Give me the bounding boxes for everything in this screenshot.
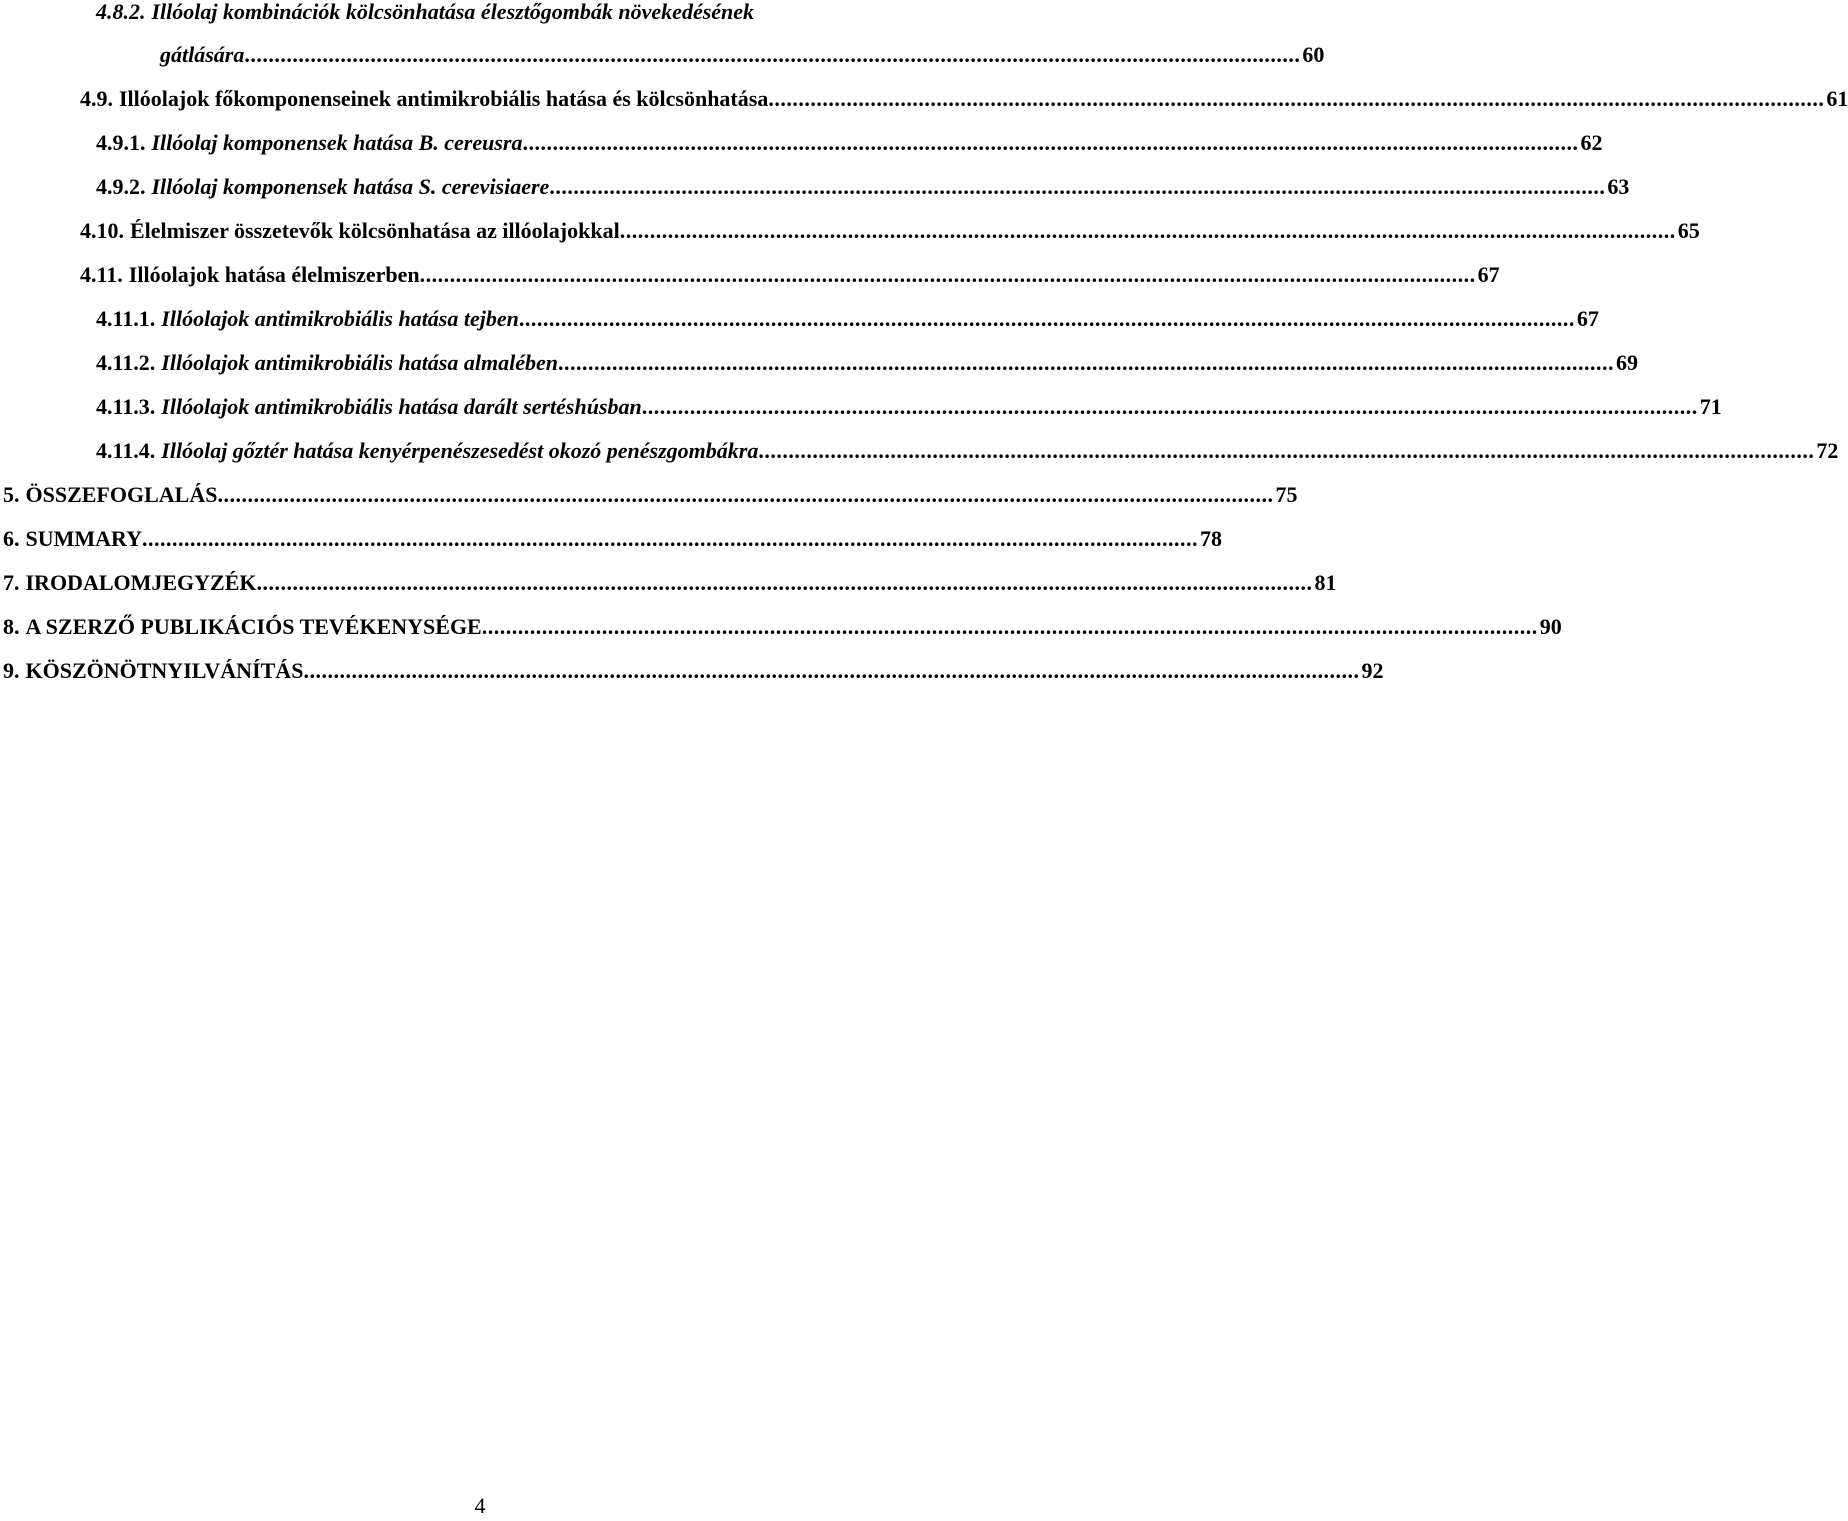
toc-entry-title: Élelmiszer összetevők kölcsönhatása az illóolajokkal	[130, 218, 620, 243]
toc-leader-dots: ................................................................................................................................................................................	[217, 482, 1274, 507]
toc-entry-4-8-2-line1[interactable]	[96, 0, 754, 27]
toc-page-number: 67	[1477, 262, 1500, 287]
toc-entry-title: Illóolajok hatása élelmiszerben	[128, 262, 420, 287]
toc-entry-title: IRODALOMJEGYZÉK	[25, 570, 257, 595]
toc-entry-4-9-1[interactable]	[96, 128, 1603, 172]
toc-entry-number: 4.10.	[80, 218, 124, 243]
toc-entry-title: A SZERZŐ PUBLIKÁCIÓS TEVÉKENYSÉGE	[25, 614, 482, 639]
toc-entry-title: Illóolaj komponensek hatása B. cereusra	[151, 130, 523, 155]
toc-entry-number: 4.9.	[80, 86, 113, 111]
toc-leader-dots: ................................................................................................................................................................................	[549, 174, 1606, 199]
toc-entry-title: SUMMARY	[25, 526, 143, 551]
toc-entry-4-9-2[interactable]	[96, 172, 1630, 216]
toc-entry-number: 8.	[3, 614, 20, 639]
toc-leader-dots: ................................................................................................................................................................................	[758, 438, 1815, 463]
toc-entry-number: 4.9.2.	[96, 174, 146, 199]
toc-entry-number: 4.8.2.	[96, 0, 146, 24]
toc-entry-4-11-1[interactable]	[96, 304, 1599, 348]
toc-leader-dots: ................................................................................................................................................................................	[303, 658, 1360, 683]
toc-entry-title: KÖSZÖNÖTNYILVÁNÍTÁS	[25, 658, 304, 683]
toc-entry-number: 4.11.1.	[96, 306, 156, 331]
toc-entry-title: Illóolajok antimikrobiális hatása almalében	[161, 350, 558, 375]
toc-page-number: 75	[1275, 482, 1298, 507]
toc-entry-5[interactable]	[3, 480, 1298, 524]
toc-entry-number: 4.9.1.	[96, 130, 146, 155]
toc-entry-4-10[interactable]	[80, 216, 1700, 260]
toc-page-number: 78	[1200, 526, 1223, 551]
toc-entry-title: Illóolaj komponensek hatása S. cerevisiaere	[151, 174, 550, 199]
toc-entry-title: Illóolajok antimikrobiális hatása tejben	[161, 306, 519, 331]
toc-leader-dots: ................................................................................................................................................................................	[481, 614, 1538, 639]
toc-entry-title: Illóolaj kombinációk kölcsönhatása élesztőgombák növekedésének	[151, 0, 755, 24]
toc-entry-title: ÖSSZEFOGLALÁS	[25, 482, 218, 507]
toc-entry-number: 4.11.3.	[96, 394, 156, 419]
toc-entry-number: 4.11.	[80, 262, 123, 287]
toc-leader-dots: ................................................................................................................................................................................	[518, 306, 1575, 331]
toc-entry-4-11-4[interactable]	[96, 436, 1839, 480]
toc-entry-4-9[interactable]	[80, 84, 1848, 128]
toc-entry-4-11-2[interactable]	[96, 348, 1638, 392]
toc-leader-dots: ................................................................................................................................................................................	[256, 570, 1313, 595]
toc-leader-dots: ................................................................................................................................................................................	[768, 86, 1825, 111]
page-footer-number: 4	[474, 1493, 486, 1518]
toc-entry-number: 6.	[3, 526, 20, 551]
toc-entry-6[interactable]	[3, 524, 1223, 568]
toc-entry-4-11-3[interactable]	[96, 392, 1722, 436]
toc-page-number: 67	[1576, 306, 1599, 331]
toc-page-number: 72	[1816, 438, 1839, 463]
toc-entry-number: 4.11.4.	[96, 438, 156, 463]
toc-entry-number: 5.	[3, 482, 20, 507]
toc-page-number: 62	[1580, 130, 1603, 155]
toc-entry-title: Illóolajok főkomponenseinek antimikrobiális hatása és kölcsönhatása	[119, 86, 769, 111]
toc-leader-dots: ................................................................................................................................................................................	[619, 218, 1676, 243]
toc-page-number: 60	[1302, 42, 1325, 67]
toc-entry-title: Illóolajok antimikrobiális hatása darált sertéshúsban	[161, 394, 642, 419]
toc-leader-dots: ................................................................................................................................................................................	[142, 526, 1199, 551]
toc-entry-number: 7.	[3, 570, 20, 595]
toc-leader-dots: ................................................................................................................................................................................	[641, 394, 1698, 419]
toc-leader-dots: ................................................................................................................................................................................	[244, 42, 1301, 67]
toc-page-number: 65	[1677, 218, 1700, 243]
toc-page-number: 61	[1826, 86, 1848, 111]
toc-entry-number: 9.	[3, 658, 20, 683]
toc-entry-7[interactable]	[3, 568, 1337, 612]
toc-page-number: 81	[1314, 570, 1337, 595]
toc-entry-4-8-2-line2[interactable]	[160, 40, 1325, 84]
toc-leader-dots: ................................................................................................................................................................................	[557, 350, 1614, 375]
toc-entry-title: gátlására	[160, 42, 245, 67]
toc-leader-dots: ................................................................................................................................................................................	[522, 130, 1579, 155]
toc-page-number: 63	[1607, 174, 1630, 199]
toc-leader-dots: ................................................................................................................................................................................	[419, 262, 1476, 287]
toc-page-number: 69	[1615, 350, 1638, 375]
toc-page-number: 90	[1539, 614, 1562, 639]
toc-entry-title: Illóolaj gőztér hatása kenyérpenészesedést okozó penészgombákra	[161, 438, 759, 463]
toc-page-number: 71	[1699, 394, 1722, 419]
toc-entry-9[interactable]	[3, 656, 1384, 700]
toc-entry-8[interactable]	[3, 612, 1562, 656]
toc-entry-4-11[interactable]	[80, 260, 1500, 304]
toc-entry-number: 4.11.2.	[96, 350, 156, 375]
toc-page-number: 92	[1361, 658, 1384, 683]
